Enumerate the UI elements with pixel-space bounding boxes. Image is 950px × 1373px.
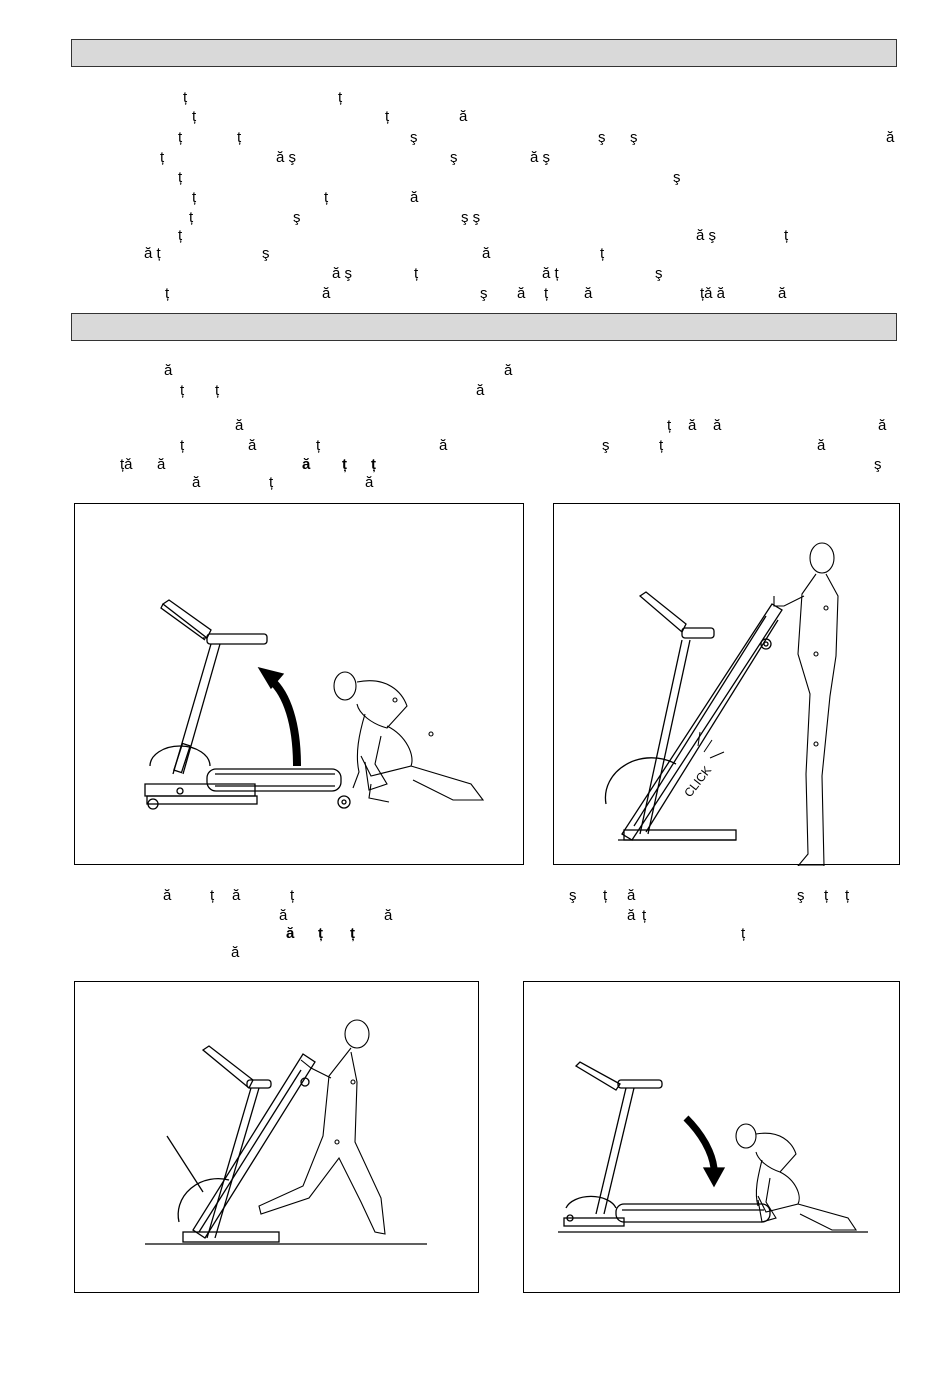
diacritic-glyph: ț — [165, 285, 170, 302]
diacritic-glyph: ă — [322, 285, 331, 302]
diacritic-glyph: ă — [410, 189, 419, 206]
diacritic-glyph: ă — [235, 417, 244, 434]
treadmill-upright — [596, 1088, 634, 1214]
diacritic-glyph: ț — [178, 227, 183, 244]
diacritic-glyph: ț — [316, 437, 321, 454]
lift-arrow-icon — [259, 668, 297, 766]
treadmill-console — [640, 592, 714, 638]
diacritic-glyph: ț — [269, 474, 274, 491]
diacritic-glyph: ț — [603, 887, 608, 904]
diacritic-glyph: ț — [160, 149, 165, 166]
diacritic-glyph: ț — [178, 169, 183, 186]
diacritic-glyph: ş — [602, 437, 610, 454]
diacritic-glyph: ă ş — [276, 149, 297, 166]
treadmill-upright — [173, 644, 220, 774]
diacritic-glyph: ț — [667, 417, 672, 434]
diacritic-glyph: ț — [183, 89, 188, 106]
diacritic-glyph: ț — [414, 265, 419, 282]
diacritic-glyph: ă — [192, 474, 201, 491]
diacritic-glyph: ț — [600, 245, 605, 262]
diacritic-glyph: ş — [569, 887, 577, 904]
diacritic-glyph: ț — [178, 129, 183, 146]
diacritic-glyph: ț — [189, 209, 194, 226]
walking-person — [259, 1020, 385, 1234]
diacritic-glyph: ț — [180, 437, 185, 454]
treadmill-deck-raised — [605, 604, 782, 840]
diacritic-glyph: ț — [642, 907, 647, 924]
diacritic-glyph: ş — [655, 265, 663, 282]
diacritic-glyph: ă — [459, 108, 468, 125]
treadmill-console — [576, 1062, 662, 1090]
diacritic-glyph: ş ş — [461, 209, 481, 226]
diacritic-glyph: ş — [262, 245, 270, 262]
diacritic-glyph: țǎ — [120, 456, 133, 473]
diacritic-glyph: ă ş — [696, 227, 717, 244]
figure-deck-raised — [553, 503, 900, 865]
section-2-heading — [71, 313, 897, 341]
diacritic-glyph: ă — [164, 362, 173, 379]
figure-lower-deck — [523, 981, 900, 1293]
diacritic-glyph: ş — [797, 887, 805, 904]
kneeling-person — [736, 1124, 856, 1230]
diacritic-glyph: ş — [673, 169, 681, 186]
diacritic-glyph: ț — [318, 925, 323, 942]
diacritic-glyph: ă — [157, 456, 166, 473]
diacritic-glyph: ă — [627, 887, 636, 904]
lower-arrow-icon — [686, 1118, 724, 1186]
treadmill-deck — [145, 746, 350, 809]
standing-person — [774, 543, 838, 866]
diacritic-glyph: ț — [659, 437, 664, 454]
diacritic-glyph: ț — [544, 285, 549, 302]
diacritic-glyph: ă — [439, 437, 448, 454]
diacritic-glyph: ă — [517, 285, 526, 302]
diacritic-glyph: ş — [450, 149, 458, 166]
diacritic-glyph: țǎ ă — [700, 285, 726, 302]
diacritic-glyph: ț — [237, 129, 242, 146]
diacritic-glyph: ț — [324, 189, 329, 206]
diacritic-glyph: ă ş — [530, 149, 551, 166]
diacritic-glyph: ă — [886, 129, 895, 146]
diacritic-glyph: ş — [480, 285, 488, 302]
figure-push-deck — [74, 981, 479, 1293]
diacritic-glyph: ă — [248, 437, 257, 454]
diacritic-glyph: ț — [180, 382, 185, 399]
diacritic-glyph: ă ş — [332, 265, 353, 282]
diacritic-glyph: ă — [713, 417, 722, 434]
diacritic-glyph: ț — [338, 89, 343, 106]
diacritic-glyph: ă — [482, 245, 491, 262]
diacritic-glyph: ț — [192, 189, 197, 206]
treadmill-deck — [564, 1196, 770, 1226]
diacritic-glyph: ş — [410, 129, 418, 146]
diacritic-glyph: ă — [365, 474, 374, 491]
diacritic-glyph: ă — [279, 907, 288, 924]
treadmill-console — [161, 600, 267, 644]
diacritic-glyph: ă — [817, 437, 826, 454]
diacritic-glyph: ț — [350, 925, 355, 942]
diacritic-glyph: ş — [630, 129, 638, 146]
diacritic-glyph: ț — [371, 456, 376, 473]
diacritic-glyph: ă — [778, 285, 787, 302]
click-label: CLICK — [681, 763, 715, 800]
diacritic-glyph: ț — [210, 887, 215, 904]
section-1-heading — [71, 39, 897, 67]
kneeling-person — [334, 672, 483, 802]
diacritic-glyph: ă — [286, 925, 295, 942]
diacritic-glyph: ț — [784, 227, 789, 244]
diacritic-glyph: ă ț — [542, 265, 559, 282]
diacritic-glyph: ă — [302, 456, 311, 473]
diacritic-glyph: ă ț — [144, 245, 161, 262]
diacritic-glyph: ă — [688, 417, 697, 434]
diacritic-glyph: ă — [878, 417, 887, 434]
diacritic-glyph: ț — [342, 456, 347, 473]
figure-lift-deck — [74, 503, 524, 865]
diacritic-glyph: ț — [845, 887, 850, 904]
diacritic-glyph: ă — [584, 285, 593, 302]
diacritic-glyph: ă — [163, 887, 172, 904]
diacritic-glyph: ă — [476, 382, 485, 399]
treadmill-console — [203, 1046, 271, 1088]
diacritic-glyph: ț — [385, 108, 390, 125]
diacritic-glyph: ă — [384, 907, 393, 924]
diacritic-glyph: ş — [293, 209, 301, 226]
diacritic-glyph: ț — [215, 382, 220, 399]
diacritic-glyph: ț — [290, 887, 295, 904]
diacritic-glyph: ă — [231, 944, 240, 961]
diacritic-glyph: ț — [741, 925, 746, 942]
diacritic-glyph: ă — [627, 907, 636, 924]
diacritic-glyph: ă — [232, 887, 241, 904]
diacritic-glyph: ă — [504, 362, 513, 379]
diacritic-glyph: ş — [598, 129, 606, 146]
diacritic-glyph: ş — [874, 456, 882, 473]
diacritic-glyph: ț — [192, 108, 197, 125]
diacritic-glyph: ț — [824, 887, 829, 904]
